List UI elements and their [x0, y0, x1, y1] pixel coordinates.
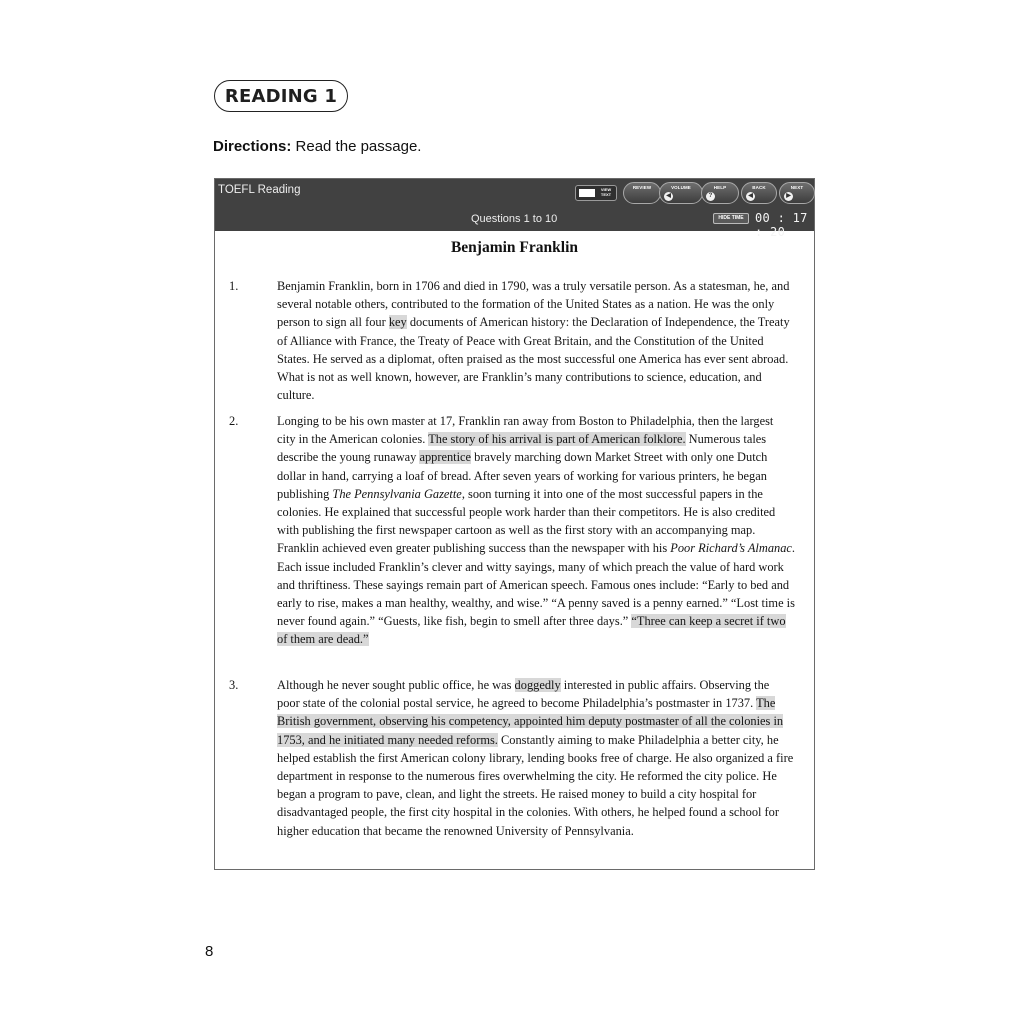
help-button[interactable]: [701, 182, 739, 204]
text-segment: Although he never sought public office, he was: [277, 678, 515, 692]
back-arrow-icon: ◀: [746, 192, 755, 201]
help-icon: ?: [706, 192, 715, 201]
next-label: NEXT: [790, 185, 804, 190]
directions-text: Read the passage.: [291, 138, 422, 155]
text-segment: , soon turning it into one of the most successful papers in the colonies. He explained that successful people work harder than their competitors. He is also credited with publishing the first newspaper cartoon as well as the first story with an accompanying map. Franklin achieved even greater publishing success than the newspaper with his: [277, 486, 776, 556]
text-segment: Longing to be his own master at 17, Franklin ran away from Boston to Philadelphia, then the largest city in the American colonies.: [277, 414, 774, 447]
review-label: REVIEW: [632, 185, 652, 190]
highlighted-text[interactable]: doggedly: [514, 678, 561, 692]
app-title: TOEFL Reading: [218, 184, 301, 196]
volume-button[interactable]: [659, 182, 703, 204]
text-segment: Benjamin Franklin, born in 1706 and died in 1790, was a truly versatile person. As a statesman, he, and several notable others, contributed to the formation of the United States as a nation. He was the only person to sign all four: [277, 279, 790, 330]
reading-window: [214, 178, 815, 870]
highlighted-text[interactable]: The story of his arrival is part of American folklore.: [428, 432, 686, 447]
next-arrow-icon: ▶: [784, 192, 793, 201]
paragraph-number: 2.: [229, 414, 239, 428]
highlighted-text[interactable]: key: [388, 315, 407, 330]
directions-label: Directions:: [213, 138, 292, 155]
text-segment: Poor Richard’s Almanac: [670, 541, 792, 556]
directions: [213, 138, 421, 155]
text-segment: The Pennsylvania Gazette: [332, 486, 462, 501]
back-button[interactable]: [741, 182, 777, 204]
text-segment: . Each issue included Franklin’s clever and witty sayings, many of which preach the value of hard work and thriftiness. These sayings remain part of American speech. Famous ones include: “Early to bed and early to rise, makes a man healthy, wealthy, and wise.” “A penny saved is a penny earned.” “Lost time is never found again.” “Guests, like fish, begin to smell after three days.”: [277, 541, 796, 629]
passage-title: Benjamin Franklin: [450, 239, 579, 256]
highlighted-text[interactable]: apprentice: [419, 450, 472, 465]
toolbar: [215, 179, 814, 239]
view-text-button[interactable]: [575, 185, 617, 201]
paragraph-text: [277, 412, 795, 649]
back-label: BACK: [752, 185, 766, 190]
timer: 00 : 17 : 20: [755, 211, 808, 239]
section-label: READING 1: [214, 80, 348, 112]
highlighted-text[interactable]: The British government, observing his competency, appointed him deputy postmaster of all the colonies in 1753, and he initiated many needed reforms.: [277, 696, 784, 747]
highlighted-text[interactable]: “Three can keep a secret if two of them are dead.”: [277, 614, 786, 647]
paragraph-text: [277, 676, 795, 840]
volume-label: VOLUME: [671, 185, 691, 190]
next-button[interactable]: [779, 182, 815, 204]
question-range: Questions 1 to 10: [471, 213, 558, 225]
view-text-label: VIEW TEXT: [600, 187, 612, 197]
paragraph-number: 3.: [229, 678, 239, 692]
text-segment: bravely marching down Market Street with only one Dutch dollar in hand, carrying a loaf of bread. After seven years of working for various printers, he began publishing: [277, 450, 768, 501]
help-label: HELP: [713, 185, 727, 190]
hide-time-button[interactable]: HIDE TIME: [713, 213, 749, 224]
volume-icon: ◀: [664, 192, 673, 201]
page-number: 8: [205, 943, 214, 960]
paragraph-number: 1.: [229, 279, 239, 293]
text-segment: Constantly aiming to make Philadelphia a better city, he helped establish the first American colony library, lending books free of charge. He also organized a fire department in response to the numerous fires overwhelming the city. He reformed the city police. He began a program to pave, clean, and light the streets. He raised money to build a city hospital for disadvantaged people, the first city hospital in the colonies. With others, he helped found a school for higher education that became the renowned University of Pennsylvania.: [277, 732, 794, 838]
text-segment: interested in public affairs. Observing the poor state of the colonial postal service, he agreed to become Philadelphia’s postmaster in 1737.: [277, 678, 770, 711]
review-button[interactable]: [623, 182, 661, 204]
paragraph-text: [277, 277, 795, 404]
text-segment: documents of American history: the Declaration of Independence, the Treaty of Alliance with France, the Treaty of Peace with Great Britain, and the Constitution of the United States. He served as a diplomat, often praised as the most successful one America has ever sent abroad. What is not as well known, however, are Franklin’s many contributions to science, education, and culture.: [277, 315, 790, 403]
text-segment: Numerous tales describe the young runaway: [277, 432, 767, 465]
view-text-icon: [579, 189, 595, 197]
